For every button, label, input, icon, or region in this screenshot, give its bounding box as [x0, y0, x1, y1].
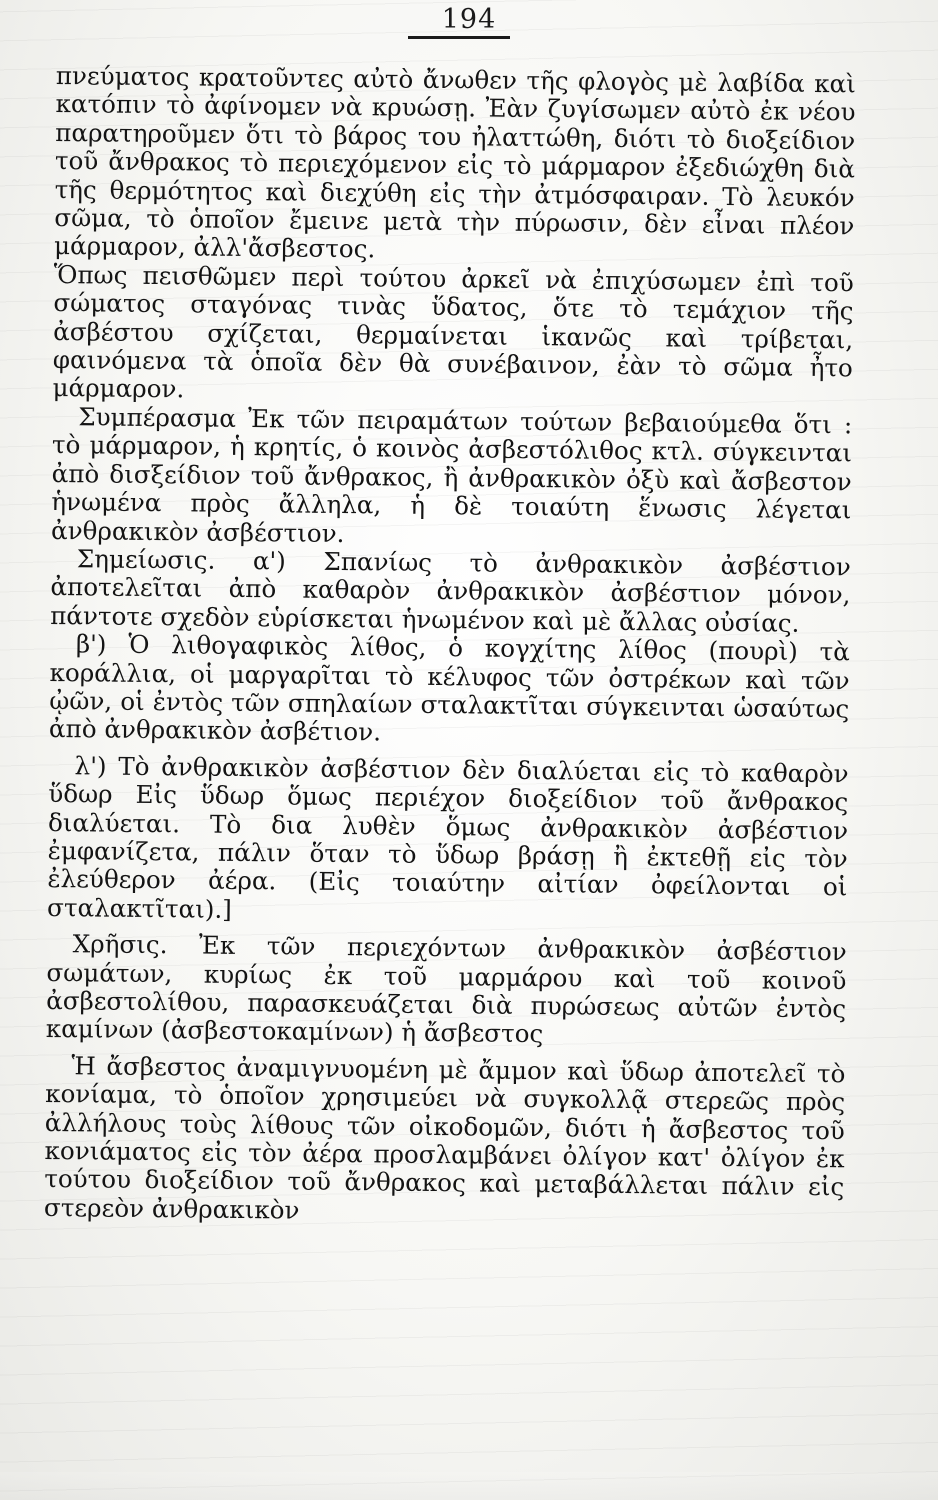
page-number: 194 — [441, 4, 497, 35]
page-bottom-shade — [0, 1472, 938, 1500]
page-body — [44, 62, 856, 1231]
paragraph-note-a: Σημείωσις. α') Σπανίως τὸ ἀνθρακικὸν ἀσβέστιον ἀποτελεῖται ἀπὸ καθαρὸν ἀνθρακικὸν ἀσβέστιον μόνον, πάντοτε σχεδὸν εὑρίσκεται ἡνωμένον καὶ μὲ ἄλλας οὐσίας. — [50, 544, 851, 638]
paragraph-conclusion: Συμπέρασμα Ἐκ τῶν πειραμάτων τούτων βεβαιούμεθα ὅτι : τὸ μάρμαρον, ἡ κρητίς, ὁ κοινὸς ἀσβεστόλιθος κτλ. σύγκεινται ἀπὸ δισξείδιον τοῦ ἄνθρακος, ἢ ἀνθρακικὸν ὀξὺ καὶ ἄσβεστον ἡνωμένα πρὸς ἄλληλα, ἡ δὲ τοιαύτη ἕνωσις λέγεται ἀνθρακικὸν ἀσβέστιον. — [50, 402, 853, 548]
paragraph-mortar: Ἡ ἄσβεστος ἀναμιγνυομένη μὲ ἄμμον καὶ ὕδωρ ἀποτελεῖ τὸ κονίαμα, τὸ ὁποῖον χρησιμεύει νὰ συγκολλᾷ στερεῶς πρὸς ἀλλήλους τοὺς λίθους τῶν οἰκοδομῶν, διότι ἡ ἄσβεστος τοῦ κονιάματος εἰς τὸν ἀέρα προσλαμβάνει ὀλίγον κατ' ὀλίγον ἐκ τούτου διοξείδιον τοῦ ἄνθρακος καὶ μεταβάλλεται πάλιν εἰς στερεὸν ἀνθρακικὸν — [43, 1051, 846, 1225]
paragraph-experiment: Ὅπως πεισθῶμεν περὶ τούτου ἀρκεῖ νὰ ἐπιχύσωμεν ἐπὶ τοῦ σώματος σταγόνας τινὰς ὕδατος, ὅτε τὸ τεμάχιον τῆς ἀσβέστου σχίζεται, θερμαίνεται ἱκανῶς καὶ τρίβεται, φαινόμενα τὰ ὁποῖα δὲν θὰ συνέβαινον, ἐὰν τὸ σῶμα ἦτο μάρμαρον. — [52, 259, 854, 404]
paragraph-use: Χρῆσις. Ἐκ τῶν περιεχόντων ἀνθρακικὸν ἀσβέστιον σωμάτων, κυρίως ἐκ τοῦ μαρμάρου καὶ τοῦ κοινοῦ ἀσβεστολίθου, παρασκευάζεται διὰ πυρώσεως αὐτῶν ἐντὸς καμίνων (ἀσβεστοκαμίνων) ἡ ἄσβεστος — [45, 929, 847, 1049]
paragraph-note-c: λ') Τὸ ἀνθρακικὸν ἀσβέστιον δὲν διαλύεται εἰς τὸ καθαρὸν ὕδωρ Εἰς ὕδωρ ὅμως περιέχον διοξείδιον τοῦ ἄνθρακος διαλύεται. Τὸ δια λυθὲν ὅμως ἀνθρακικὸν ἀσβέστιον ἐμφανίζετα, πάλιν ὅταν τὸ ὕδωρ βράσῃ ἢ ἐκτεθῇ εἰς τὸν ἐλεύθερον ἀέρα. (Εἰς τοιαύτην αἰτίαν ὀφείλονται οἱ σταλακτῖται).] — [46, 750, 849, 924]
paragraph-note-b: β') Ὁ λιθογαφικὸς λίθος, ὁ κογχίτης λίθος (πουρὶ) τὰ κοράλλια, οἱ μαργαρῖται τὸ κέλυφος τῶν ὀστρέκων καὶ τῶν ᾠῶν, οἱ ἐντὸς τῶν σπηλαίων σταλακτῖται σύγκεινται ὡσαύτως ἀπὸ ἀνθρακικὸν ἀσβέτιον. — [48, 629, 851, 747]
page-header — [0, 4, 938, 39]
header-rule — [408, 36, 510, 39]
paragraph-continuation: πνεύματος κρατοῦντες αὐτὸ ἄνωθεν τῆς φλογὸς μὲ λαβίδα καὶ κατόπιν τὸ ἀφίνομεν νὰ κρυώσῃ. Ἐὰν ζυγίσωμεν αὐτὸ ἐκ νέου παρατηροῦμεν ὅτι τὸ βάρος του ἠλαττώθη, διότι τὸ διοξείδιον τοῦ ἄνθρακος τὸ περιεχόμενον εἰς τὸ μάρμαρον ἐξεδιώχθη διὰ τῆς θερμότητος καὶ διεχύθη εἰς τὴν ἀτμόσφαιραν. Τὸ λευκόν σῶμα, τὸ ὁποῖον ἔμεινε μετὰ τὴν πύρωσιν, δὲν εἶναι πλέον μάρμαρον, ἀλλ'ἄσβεστος. — [53, 61, 856, 264]
